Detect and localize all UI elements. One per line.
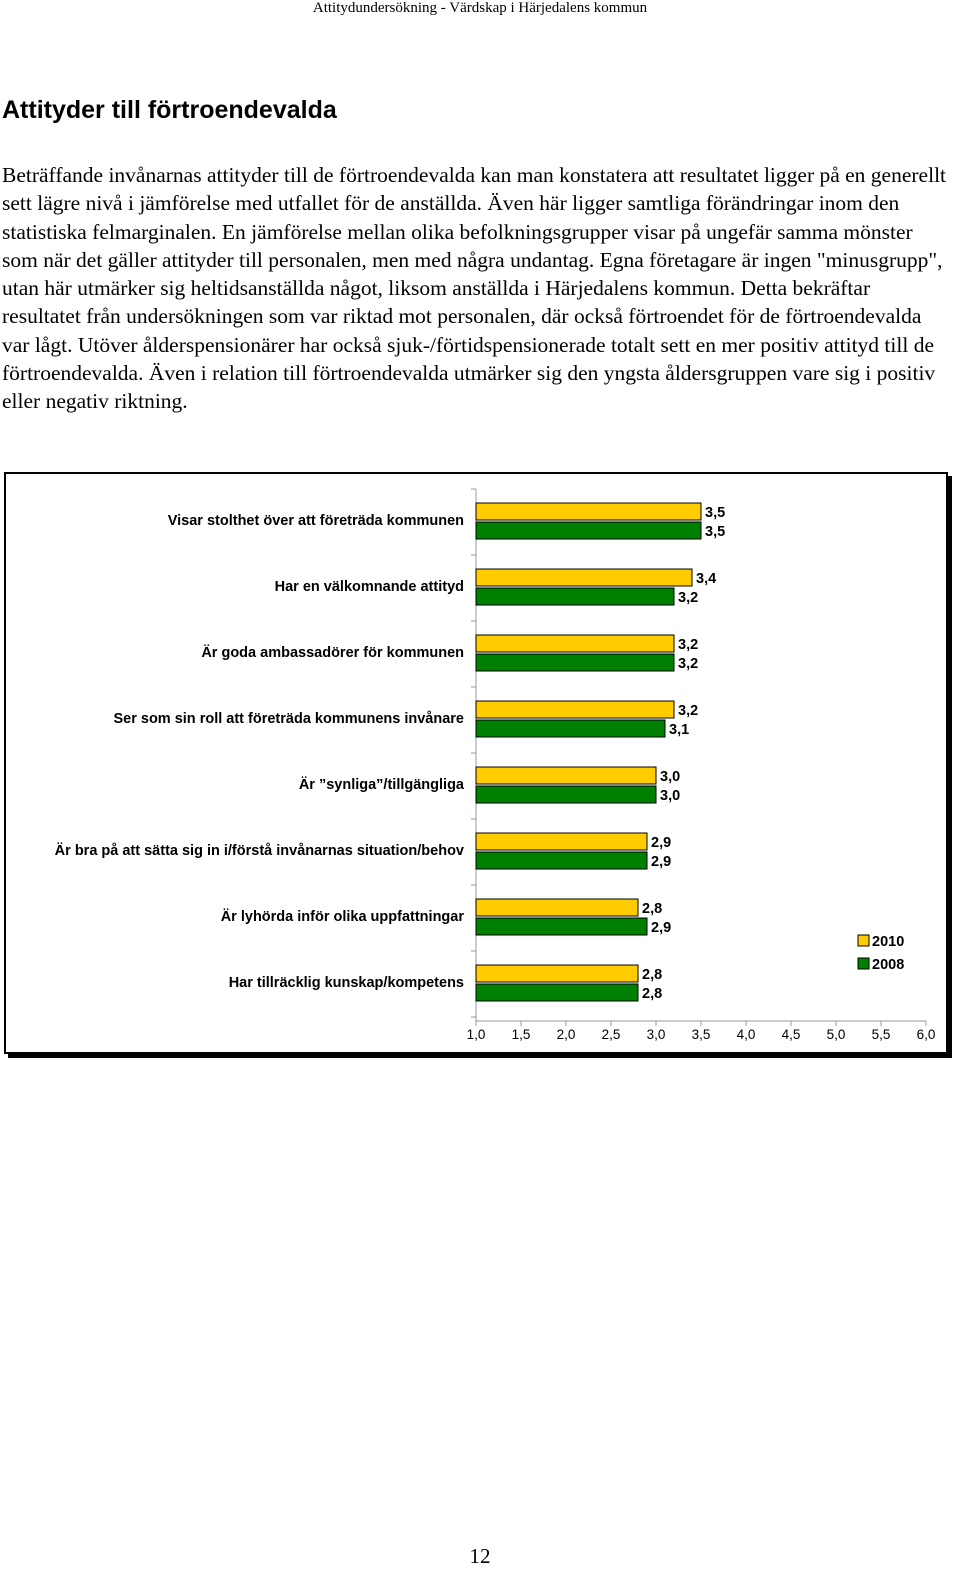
bar-value-label: 3,5 bbox=[705, 505, 726, 521]
chart-frame bbox=[4, 472, 948, 1054]
bar-value-label: 3,0 bbox=[660, 788, 681, 804]
category-label: Visar stolthet över att företräda kommunen bbox=[167, 513, 464, 529]
bar-2008 bbox=[476, 984, 638, 1001]
bar-value-label: 3,2 bbox=[678, 637, 699, 653]
legend-label: 2010 bbox=[872, 934, 905, 950]
bar-2010 bbox=[476, 701, 674, 718]
bar-value-label: 3,4 bbox=[696, 571, 717, 587]
x-tick-label: 4,5 bbox=[781, 1027, 801, 1042]
x-tick-label: 2,0 bbox=[556, 1027, 576, 1042]
bar-value-label: 3,0 bbox=[660, 769, 681, 785]
bar-value-label: 2,8 bbox=[642, 901, 663, 917]
bar-value-label: 3,5 bbox=[705, 524, 726, 540]
x-tick-label: 1,0 bbox=[466, 1027, 486, 1042]
bar-2008 bbox=[476, 654, 674, 671]
bar-value-label: 2,9 bbox=[651, 854, 672, 870]
bar-value-label: 2,9 bbox=[651, 920, 672, 936]
x-tick-label: 5,0 bbox=[826, 1027, 846, 1042]
bar-2008 bbox=[476, 720, 665, 737]
bar-value-label: 2,9 bbox=[651, 835, 672, 851]
x-tick-label: 4,0 bbox=[736, 1027, 756, 1042]
x-tick-label: 3,0 bbox=[646, 1027, 666, 1042]
category-label: Har tillräcklig kunskap/kompetens bbox=[228, 975, 464, 991]
legend-label: 2008 bbox=[872, 957, 905, 973]
legend-swatch-2010 bbox=[858, 935, 869, 946]
bar-2008 bbox=[476, 786, 656, 803]
category-label: Är lyhörda inför olika uppfattningar bbox=[220, 909, 464, 925]
x-tick-label: 2,5 bbox=[601, 1027, 621, 1042]
bar-2010 bbox=[476, 833, 647, 850]
bar-2008 bbox=[476, 588, 674, 605]
x-tick-label: 3,5 bbox=[691, 1027, 711, 1042]
bar-2010 bbox=[476, 899, 638, 916]
section-title: Attityder till förtroendevalda bbox=[2, 96, 337, 124]
bar-value-label: 3,2 bbox=[678, 656, 699, 672]
running-header: Attitydundersökning - Värdskap i Härjedalens kommun bbox=[312, 0, 648, 16]
bar-2010 bbox=[476, 503, 701, 520]
x-tick-label: 5,5 bbox=[871, 1027, 891, 1042]
bar-value-label: 2,8 bbox=[642, 986, 663, 1002]
bar-2008 bbox=[476, 852, 647, 869]
bar-2010 bbox=[476, 635, 674, 652]
category-label: Är goda ambassadörer för kommunen bbox=[201, 645, 464, 661]
bar-2010 bbox=[476, 767, 656, 784]
bar-value-label: 3,1 bbox=[669, 722, 690, 738]
category-label: Är ”synliga”/tillgängliga bbox=[298, 777, 464, 793]
category-label: Ser som sin roll att företräda kommunens invånare bbox=[113, 711, 464, 727]
bar-2010 bbox=[476, 569, 692, 586]
x-tick-label: 6,0 bbox=[916, 1027, 936, 1042]
bar-2010 bbox=[476, 965, 638, 982]
body-paragraph: Beträffande invånarnas attityder till de förtroendevalda kan man konstatera att resultatet ligger på en generellt sett lägre nivå i jämförelse med utfallet för de anställda. Även här ligger samtliga förändringar inom den statistiska felmarginalen. En jämförelse mellan olika befolkningsgrupper visar på ungefär samma mönster som när det gäller attityder till personalen, men med några undantag. Egna företagare är ingen "minusgrupp", utan här utmärker sig heltidsanställda något, liksom anställda i Härjedalens kommun. Detta bekräftar resultatet från undersökningen som var riktad mot personalen, där också förtroendet för de förtroendevalda var lågt. Utöver ålderspensionärer har också sjuk-/förtidspensionerade totalt sett en mer positiv attityd till de förtroendevalda. Även i relation till förtroendevalda utmärker sig den yngsta åldersgruppen vare sig i positiv eller negativ riktning. bbox=[2, 163, 947, 414]
bar-chart bbox=[6, 474, 946, 1052]
category-label: Är bra på att sätta sig in i/förstå invånarnas situation/behov bbox=[54, 843, 464, 859]
bar-value-label: 3,2 bbox=[678, 590, 699, 606]
bar-2008 bbox=[476, 522, 701, 539]
bar-value-label: 2,8 bbox=[642, 967, 663, 983]
bar-value-label: 3,2 bbox=[678, 703, 699, 719]
legend-swatch-2008 bbox=[858, 958, 869, 969]
x-tick-label: 1,5 bbox=[511, 1027, 531, 1042]
category-label: Har en välkomnande attityd bbox=[274, 579, 464, 595]
bar-2008 bbox=[476, 918, 647, 935]
page-number: 12 bbox=[469, 1544, 491, 1568]
